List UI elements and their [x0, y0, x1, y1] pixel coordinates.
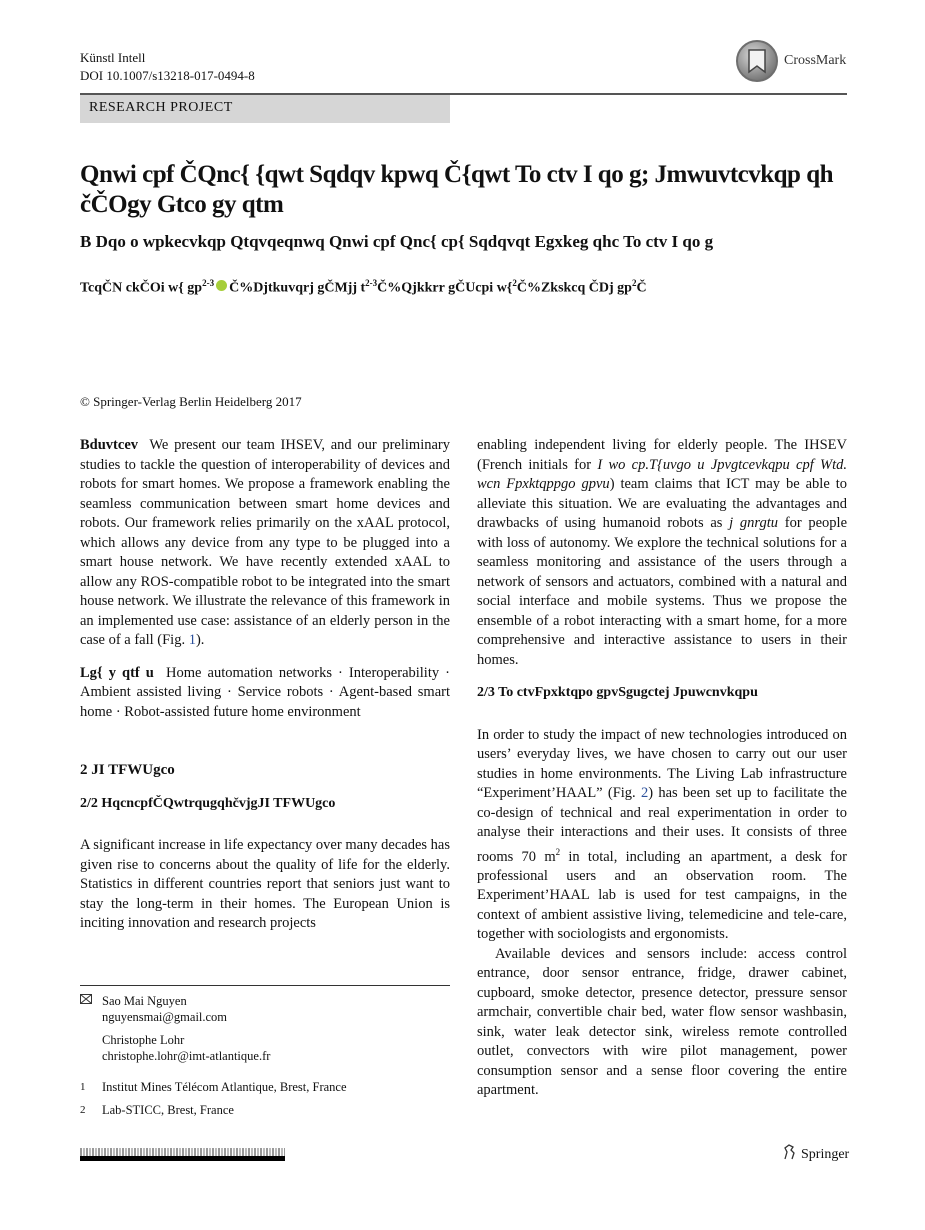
- article-type-band: [80, 95, 450, 123]
- para-r1-italic-2: j gnrgtu: [729, 515, 779, 531]
- para-r2-b: ) has been set up to facilitate the co-design of technical and real experimentation in order to analyse their interactions and their uses. It consists of three rooms 70 m: [477, 785, 847, 865]
- mail-icon: [80, 993, 92, 1009]
- affiliation-2: Lab-STICC, Brest, France: [102, 1103, 234, 1117]
- orcid-icon[interactable]: [216, 280, 227, 291]
- barcode-pattern: [80, 1148, 285, 1156]
- author-end: Č: [636, 280, 647, 296]
- affiliation-1: Institut Mines Télécom Atlantique, Brest, France: [102, 1080, 347, 1094]
- subsection-heading-1-2: 2/3 To ctvFpxktqpo gpvSgugctej Jpuwcnvkqpu: [477, 685, 758, 700]
- article-type: RESEARCH PROJECT: [89, 100, 233, 115]
- body-paragraph-left: A significant increase in life expectancy over many decades has given rise to concerns about the quality of life for the elderly. Statistics in different countries report that seniors just want to stay the long-term in their homes. The European Union is inciting innovation and research projects: [80, 837, 450, 931]
- fig-link-1[interactable]: 1: [188, 632, 196, 648]
- publisher-name: Springer: [801, 1146, 850, 1162]
- right-column: [477, 436, 847, 1101]
- author-2: Č%Djtkuvqrj gČMjj t: [229, 280, 366, 296]
- keywords: [80, 664, 450, 723]
- fig-link-2[interactable]: 2: [640, 785, 649, 801]
- paper-subtitle: B Dqo o wpkecvkqp Qtqvqeqnwq Qnwi cpf Qnc{ cp{ Sqdqvqt Egxkeg qhc To ctv I qo g: [80, 232, 714, 251]
- paper-title: Qnwi cpf ČQnc{ {qwt Sqdqv kpwq Č{qwt To ctv I qo g; Jmwuvtcvkqp qh čČOgy Gtco gy qtm: [80, 161, 834, 218]
- body-paragraph-right-2: [477, 726, 847, 945]
- journal-header: [80, 49, 255, 85]
- author-list: [80, 278, 847, 297]
- abstract-text: We present our team IHSEV, and our preliminary studies to tackle the question of interoperability of devices and robots for smart homes. We propose a framework enabling the seamless communication between smart home devices and robots. Our framework relies primarily on the xAAL protocol, which allows any device from any type to be plugged into a smart house network. We have recently extended xAAL to allow any ROS-compatible robot to be integrated into the smart house network. We illustrate the relevance of this framework in an implemented use case: assistance of an elderly person in the case of a fall (Fig.: [80, 437, 450, 648]
- contact-2-email[interactable]: christophe.lohr@imt-atlantique.fr: [102, 1049, 271, 1063]
- author-1: TcqČN ckČOi w{ gp: [80, 280, 203, 296]
- body-paragraph-right-1: [477, 436, 847, 670]
- contact-1-email[interactable]: nguyensmai@gmail.com: [102, 1010, 228, 1024]
- contact-1-name: Sao Mai Nguyen: [102, 994, 187, 1008]
- section-heading-1: 2 JI TFWUgco: [80, 762, 175, 778]
- publisher-logo[interactable]: [782, 1144, 849, 1165]
- para-r1-c: for people with loss of autonomy. We explore the technical solutions for a seamless monitoring and assistance of the users through a network of sensors and actuators, combined with a natural and social interface and mobile systems. Thus we propose the ensemble of a robot interacting with a smart home, for a more comprehensive and interactive assistance to users in their homes.: [477, 515, 848, 668]
- para-r1-b: ) team claims that ICT may be able to alleviate this situation. We are evaluating the advantages and drawbacks of using humanoid robots as: [477, 476, 847, 531]
- keywords-text: Home automation networks · Interoperability · Ambient assisted living · Service robots · Agent-based smart home · Robot-assisted future home environment: [80, 664, 451, 720]
- footnote-contact-2: [80, 1032, 270, 1064]
- footnote-affiliation-1: [80, 1079, 347, 1095]
- journal-name: Künstl Intell: [80, 50, 146, 65]
- para-r1-italic: I wo cp.T{uvgo u Jpvgtcevkqpu cpf Wtd. wcn Fpxktqppgo gpvu: [477, 456, 848, 492]
- contact-2-name: Christophe Lohr: [102, 1033, 185, 1047]
- author-1-affil: 2-3: [202, 278, 215, 288]
- footnote-affiliation-2: [80, 1102, 234, 1118]
- body-paragraph-right-3: Available devices and sensors include: access control entrance, door sensor entrance, fridge, drawer cabinet, cupboard, smoke detector, presence detector, pressure sensor armchair, convertible chair bed, water flow sensor washbasin, sink, water leak detector sink, wireless remote controlled outlet, convectors with wire pilot management, power consumption sensor and a sense floor covering the entire apartment.: [477, 945, 847, 1099]
- doi[interactable]: DOI 10.1007/s13218-017-0494-8: [80, 68, 255, 83]
- barcode-strip: [80, 1148, 285, 1162]
- springer-horse-icon: [782, 1144, 796, 1165]
- author-4-affil: 2: [631, 278, 637, 288]
- para-r2-a: In order to study the impact of new technologies introduced on users’ everyday lives, we have chosen to carry out our user studies in home environments. The Living Lab infrastructure “Experiment’HAAL” (Fig.: [477, 726, 847, 801]
- para-r2-c: in total, including an apartment, a desk for professional users and an observation room. The Experiment’HAAL lab is used for test campaigns, in the context of ambient assistive living, telemedicine and tele-care, together with sociologists and ergonomists.: [477, 848, 847, 943]
- copyright: © Springer-Verlag Berlin Heidelberg 2017: [80, 394, 302, 409]
- author-3-affil: 2: [512, 278, 517, 288]
- author-4: Č%Zkskcq ČDj gp: [516, 280, 632, 296]
- para-r1-a: enabling independent living for elderly people. The IHSEV (French initials for: [477, 437, 847, 473]
- keywords-label: Lg{ y qtf u: [80, 664, 154, 681]
- abstract: [80, 436, 450, 651]
- author-2-affil: 2-3: [365, 278, 378, 288]
- affiliation-2-mark: 2: [80, 1104, 86, 1116]
- abstract-end: ).: [195, 632, 205, 648]
- crossmark-label: CrossMark: [784, 53, 847, 68]
- barcode-bar: [80, 1156, 285, 1161]
- footnote-contact-1: [80, 993, 227, 1025]
- crossmark-badge[interactable]: [736, 38, 848, 84]
- author-3: Č%Qjkkrr gČUcpi w{: [377, 280, 513, 296]
- subsection-heading-1-1: 2/2 HqcncpfČQwtrqugqhčvjgJI TFWUgco: [80, 795, 336, 811]
- crossmark-icon: [736, 40, 778, 82]
- left-column: [80, 436, 450, 934]
- para-r2-sup: 2: [555, 846, 561, 857]
- abstract-label: Bduvtcev: [80, 437, 138, 453]
- footnote-rule: [80, 985, 450, 986]
- affiliation-1-mark: 1: [80, 1081, 86, 1093]
